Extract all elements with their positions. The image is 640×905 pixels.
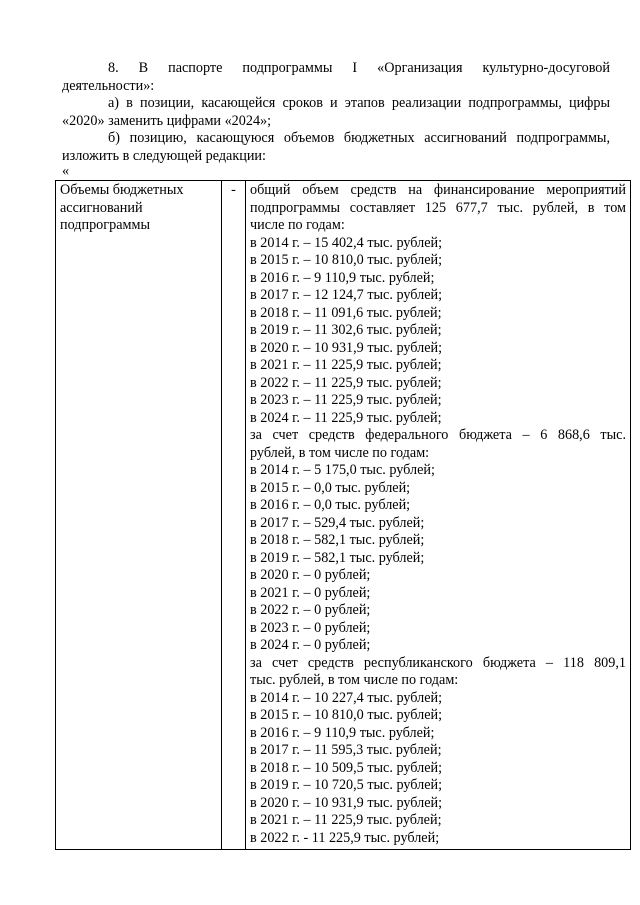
list-item: в 2021 г. – 0 рублей; [250,584,371,601]
republic-head-line-2: тыс. рублей, в том числе по годам: [250,672,459,688]
paragraph-b-line-2: изложить в следующей редакции: [62,147,266,164]
total-head-line-2: подпрограммы составляет 125 677,7 тыс. рублей, в том [250,199,626,216]
list-item: в 2016 г. – 0,0 тыс. рублей; [250,497,411,513]
list-item: в 2015 г. – 10 810,0 тыс. рублей; [250,252,443,268]
list-item: в 2020 г. – 10 931,9 тыс. рублей; [250,794,443,811]
paragraph-b-line-1: б) позицию, касающуюся объемов бюджетных ассигнований подпрограммы, [108,130,610,146]
list-item: в 2018 г. – 11 091,6 тыс. рублей; [250,304,442,321]
list-item: в 2024 г. – 11 225,9 тыс. рублей; [250,409,442,426]
federal-years-list [250,462,626,655]
list-item: в 2021 г. – 11 225,9 тыс. рублей; [250,357,442,373]
list-item: в 2020 г. – 10 931,9 тыс. рублей; [250,339,443,356]
republic-years-list [250,690,626,848]
budget-values-cell [246,181,631,850]
paragraph-b [62,130,610,165]
list-item: в 2023 г. – 0 рублей; [250,619,371,636]
paragraph-8 [62,60,610,95]
list-item: в 2017 г. – 11 595,3 тыс. рублей; [250,742,442,758]
paragraph-a-line-2: «2020» заменить цифрами «2024»; [62,112,272,129]
list-item: в 2018 г. – 10 509,5 тыс. рублей; [250,759,443,776]
list-item: в 2014 г. – 5 175,0 тыс. рублей; [250,462,435,478]
list-item: в 2019 г. – 11 302,6 тыс. рублей; [250,322,442,338]
list-item: в 2017 г. – 12 124,7 тыс. рублей; [250,287,443,303]
list-item: в 2018 г. – 582,1 тыс. рублей; [250,532,425,548]
paragraph-8-line-2: деятельности»: [62,77,155,94]
table-row [56,181,631,850]
list-item: в 2021 г. – 11 225,9 тыс. рублей; [250,812,442,828]
list-item: в 2024 г. – 0 рублей; [250,637,371,653]
list-item: в 2020 г. – 0 рублей; [250,567,371,583]
paragraph-a-line-1: а) в позиции, касающейся сроков и этапов реализации подпрограммы, цифры [108,95,610,111]
list-item: в 2017 г. – 529,4 тыс. рублей; [250,514,425,531]
dash-cell: - [222,181,246,850]
federal-head-line-2: рублей, в том числе по годам: [250,444,430,461]
list-item: в 2015 г. – 10 810,0 тыс. рублей; [250,707,443,723]
total-head-line-3: числе по годам: [250,217,345,233]
paragraph-a [62,95,610,130]
open-quote: « [62,163,70,179]
budget-label-cell: Объемы бюджетных ассигнований подпрограммы [56,181,222,850]
total-years-list [250,235,626,428]
list-item: в 2022 г. – 11 225,9 тыс. рублей; [250,374,442,391]
list-item: в 2019 г. – 582,1 тыс. рублей; [250,549,425,566]
federal-head-line-1: за счет средств федерального бюджета – 6 868,6 тыс. [250,427,626,443]
list-item: в 2016 г. – 9 110,9 тыс. рублей; [250,269,435,286]
list-item: в 2014 г. – 15 402,4 тыс. рублей; [250,234,443,251]
list-item: в 2022 г. - 11 225,9 тыс. рублей; [250,829,440,846]
list-item: в 2015 г. – 0,0 тыс. рублей; [250,479,411,496]
list-item: в 2019 г. – 10 720,5 тыс. рублей; [250,777,443,793]
total-head-line-1: общий объем средств на финансирование мероприятий [250,182,626,198]
list-item: в 2023 г. – 11 225,9 тыс. рублей; [250,392,442,408]
republic-head-line-1: за счет средств республиканского бюджета – 118 809,1 [250,654,626,671]
list-item: в 2014 г. – 10 227,4 тыс. рублей; [250,689,443,706]
list-item: в 2022 г. – 0 рублей; [250,602,371,618]
budget-table [55,180,631,850]
paragraph-8-line-1: 8. В паспорте подпрограммы I «Организация культурно-досуговой [108,60,610,76]
list-item: в 2016 г. – 9 110,9 тыс. рублей; [250,724,435,741]
